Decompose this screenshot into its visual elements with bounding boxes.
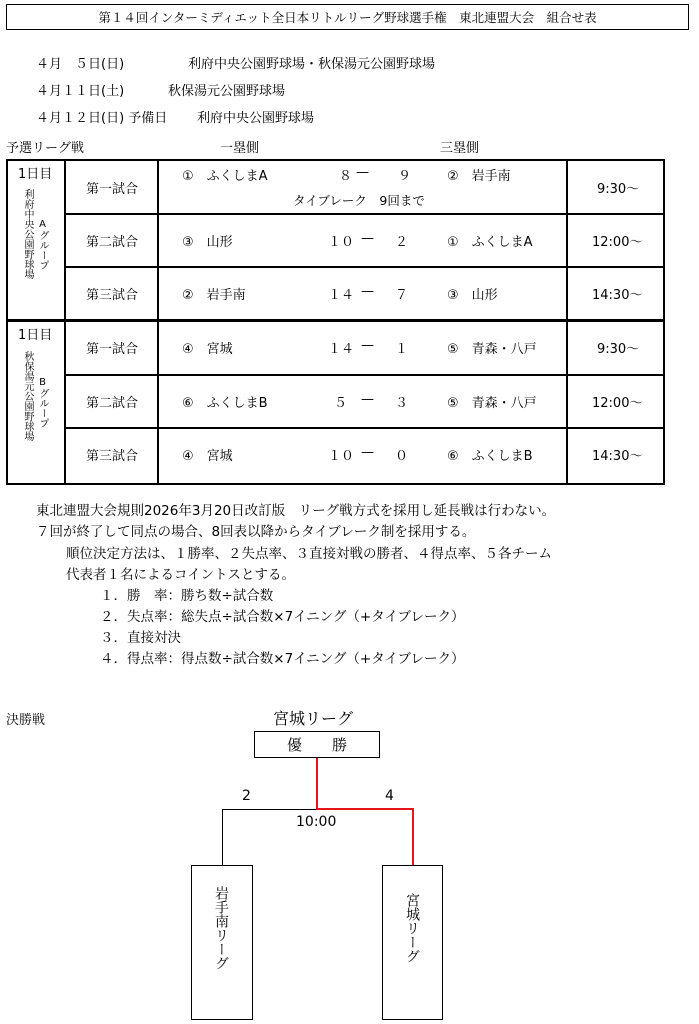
game-b2-score-away: ３ [395,396,409,411]
group-a-day: 1日目 [18,167,53,182]
schedule-date-1: ４月 ５日(日) [36,57,125,72]
rules-line-2: ７回が終了して同点の場合、8回表以降からタイブレーク制を採用する。 [36,524,476,540]
group-a-label: Aグループ [37,219,48,270]
group-b-venue: 秋保湯元公園野球場 [22,351,33,441]
game-a2-away: ① ふくしまA [447,235,533,250]
game-a1-score-away: ９ [398,169,412,184]
game-a1-name: 第一試合 [86,182,139,197]
game-b3-name: 第三試合 [86,449,139,464]
champion-label: 優 勝 [286,736,347,754]
rules-line-3: 順位決定方法は、１勝率、２失点率、３直接対戦の勝者、４得点率、５各チーム [66,546,552,562]
game-a3-score-home: １４ [328,288,355,303]
schedule-date-3: ４月１２日(日) 予備日 [36,111,168,126]
game-a2-time: 12:00～ [592,235,643,250]
right-score: 4 [385,788,394,804]
game-b2-time: 12:00～ [592,396,643,411]
rules-line-1: 東北連盟大会規則2026年3月20日改訂版 リーグ戦方式を採用し延長戦は行わない。 [36,503,556,519]
game-a3-dash: — [361,284,374,299]
game-a1-home: ① ふくしまA [182,169,268,184]
left-score: 2 [242,788,251,804]
schedule-venue-2: 秋保湯元公園野球場 [168,84,286,99]
final-time: 10:00 [296,814,337,830]
game-a2-name: 第二試合 [86,235,139,250]
game-b1-home: ④ 宮城 [182,342,233,357]
game-a1-away: ② 岩手南 [447,169,511,184]
game-a3-name: 第三試合 [86,288,139,303]
game-b2-home: ⑥ ふくしまB [182,396,268,411]
first-base-side-label: 一塁側 [220,141,260,156]
game-b3-home: ④ 宮城 [182,449,233,464]
left-team-box [191,865,253,1020]
third-base-side-label: 三塁側 [440,141,480,156]
page-title-box [6,4,689,30]
game-a1-time: 9:30～ [597,182,640,197]
game-a1-score-home: ８ [339,169,353,184]
game-a3-away: ③ 山形 [447,288,498,303]
right-team-name: 宮城リーグ [404,893,420,963]
game-b2-score-home: ５ [334,396,348,411]
game-b1-away: ⑤ 青森・八戸 [447,342,537,357]
game-b2-dash: — [361,392,374,407]
rules-line-4: 代表者１名によるコイントスとする。 [66,567,295,583]
champion-box [254,731,380,758]
right-team-box [382,865,443,1020]
game-a2-home: ③ 山形 [182,235,233,250]
game-b3-time: 14:30～ [592,449,643,464]
game-b1-name: 第一試合 [86,342,139,357]
final-label: 決勝戦 [6,713,46,728]
rules-item-1: １．勝 率：勝ち数÷試合数 [100,588,274,604]
champion-name: 宮城リーグ [273,709,354,728]
group-b-day: 1日目 [18,328,53,343]
game-b3-score-away: ０ [395,449,409,464]
game-b2-name: 第二試合 [86,396,139,411]
game-b2-away: ⑤ 青森・八戸 [447,396,537,411]
game-a3-score-away: ７ [395,288,409,303]
game-b3-score-home: １０ [328,449,355,464]
game-b1-score-away: １ [395,342,409,357]
game-a1-dash: — [356,165,369,180]
league-label: 予選リーグ戦 [6,141,85,156]
rules-item-4: ４．得点率：得点数÷試合数×7イニング（+タイブレーク） [100,651,465,667]
group-b-label: Bグループ [37,377,48,428]
schedule-venue-1: 利府中央公園野球場・秋保湯元公園野球場 [188,57,436,72]
rules-item-2: ２．失点率：総失点÷試合数×7イニング（+タイブレーク） [100,609,465,625]
game-a2-score-home: １０ [328,235,355,250]
group-a-venue: 利府中央公園野球場 [22,189,33,279]
game-b1-time: 9:30～ [597,342,640,357]
game-a1-note: タイブレーク 9回まで [293,193,425,208]
game-a2-score-away: ２ [395,235,409,250]
game-b3-dash: — [361,445,374,460]
rules-item-3: ３．直接対決 [100,630,181,646]
schedule-venue-3: 利府中央公園野球場 [197,111,315,126]
game-b1-score-home: １４ [328,342,355,357]
game-a2-dash: — [361,231,374,246]
page-title: 第１４回インターミディエット全日本リトルリーグ野球選手権 東北連盟大会 組合せ表 [98,10,597,25]
game-b3-away: ⑥ ふくしまB [447,449,533,464]
game-a3-home: ② 岩手南 [182,288,246,303]
game-a3-time: 14:30～ [592,288,643,303]
game-b1-dash: — [361,338,374,353]
league-table [6,159,665,485]
schedule-date-2: ４月１１日(土) [36,84,125,99]
left-team-name: 岩手南リーグ [213,886,229,970]
